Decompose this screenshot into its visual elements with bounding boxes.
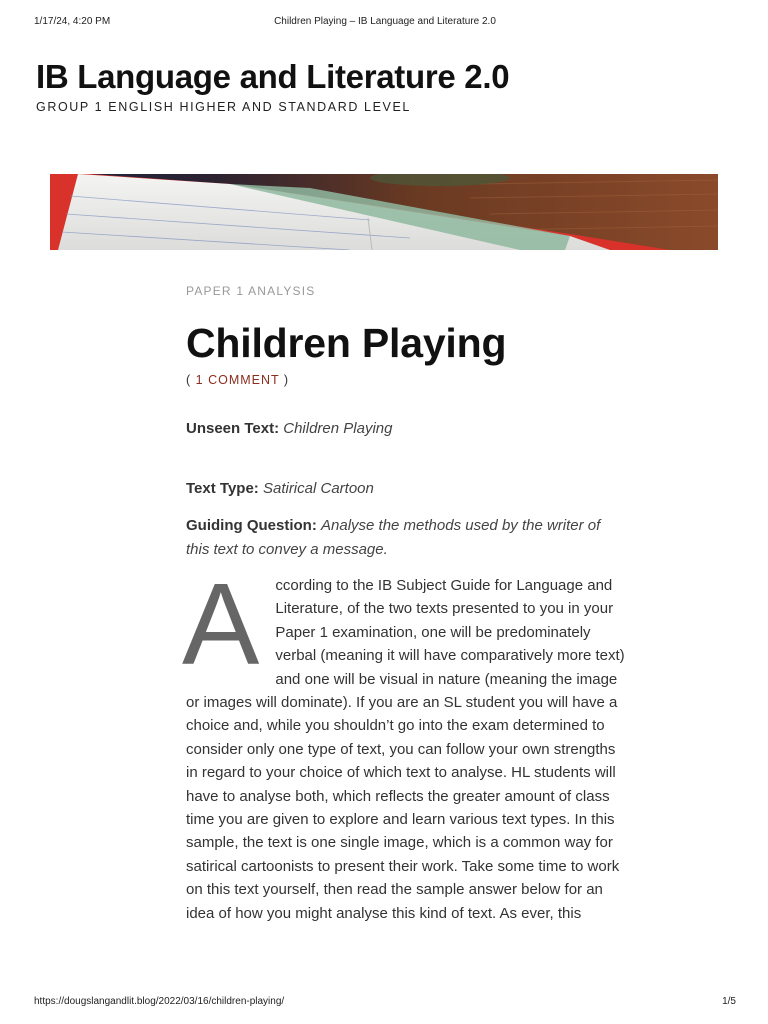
site-title[interactable]: IB Language and Literature 2.0 [36,58,510,95]
print-header [34,16,736,30]
comments-line [186,373,289,387]
print-page-title: Children Playing – IB Language and Literature 2.0 [274,16,496,27]
print-datetime: 1/17/24, 4:20 PM [34,16,111,27]
print-page-number: 1/5 [722,996,736,1007]
site-description: GROUP 1 ENGLISH HIGHER AND STANDARD LEVEL [36,100,411,114]
drop-cap: A [182,559,260,689]
unseen-text-value: Children Playing [283,420,393,437]
guiding-question-value: Analyse the methods used by the writer of this text to convey a message. [186,517,601,558]
comments-close-paren: ) [279,373,290,387]
text-type-line [186,477,374,501]
unseen-text-line [186,417,392,441]
article-body [182,559,626,925]
comments-open-paren: ( [186,373,196,387]
body-paragraph: ccording to the IB Subject Guide for Language and Literature, of the two texts presented to you in your Paper 1 examination, one will be predominately verbal (meaning it will have comparatively more text) and one will be visual in nature (meaning the image or images will dominate). If you are an SL student you will have a choice and, while you shouldn’t go into the exam determined to consider only one type of text, you can follow your own strengths in regard to your choice of which text to analyse. HL students will have to analyse both, which reflects the greater amount of class time you are given to explore and learn various text types. In this sample, the text is one single image, which is a common way for satirical cartoonists to present their work. Take some time to work on this text yourself, then read the sample answer below for an idea of how you might analyse this kind of text. As ever, this [186,577,625,922]
print-url: https://dougslangandlit.blog/2022/03/16/children-playing/ [34,996,285,1007]
entry-title: Children Playing [186,320,507,366]
header-image [50,174,718,250]
comments-link[interactable]: 1 COMMENT [195,373,280,387]
guiding-question-label: Guiding Question: [186,517,317,534]
text-type-value: Satirical Cartoon [262,480,374,497]
print-footer [34,996,736,1010]
guiding-question-line [186,514,626,561]
category-link[interactable]: PAPER 1 ANALYSIS [186,284,316,298]
text-type-label: Text Type: [186,480,259,497]
unseen-text-label: Unseen Text: [186,420,280,437]
